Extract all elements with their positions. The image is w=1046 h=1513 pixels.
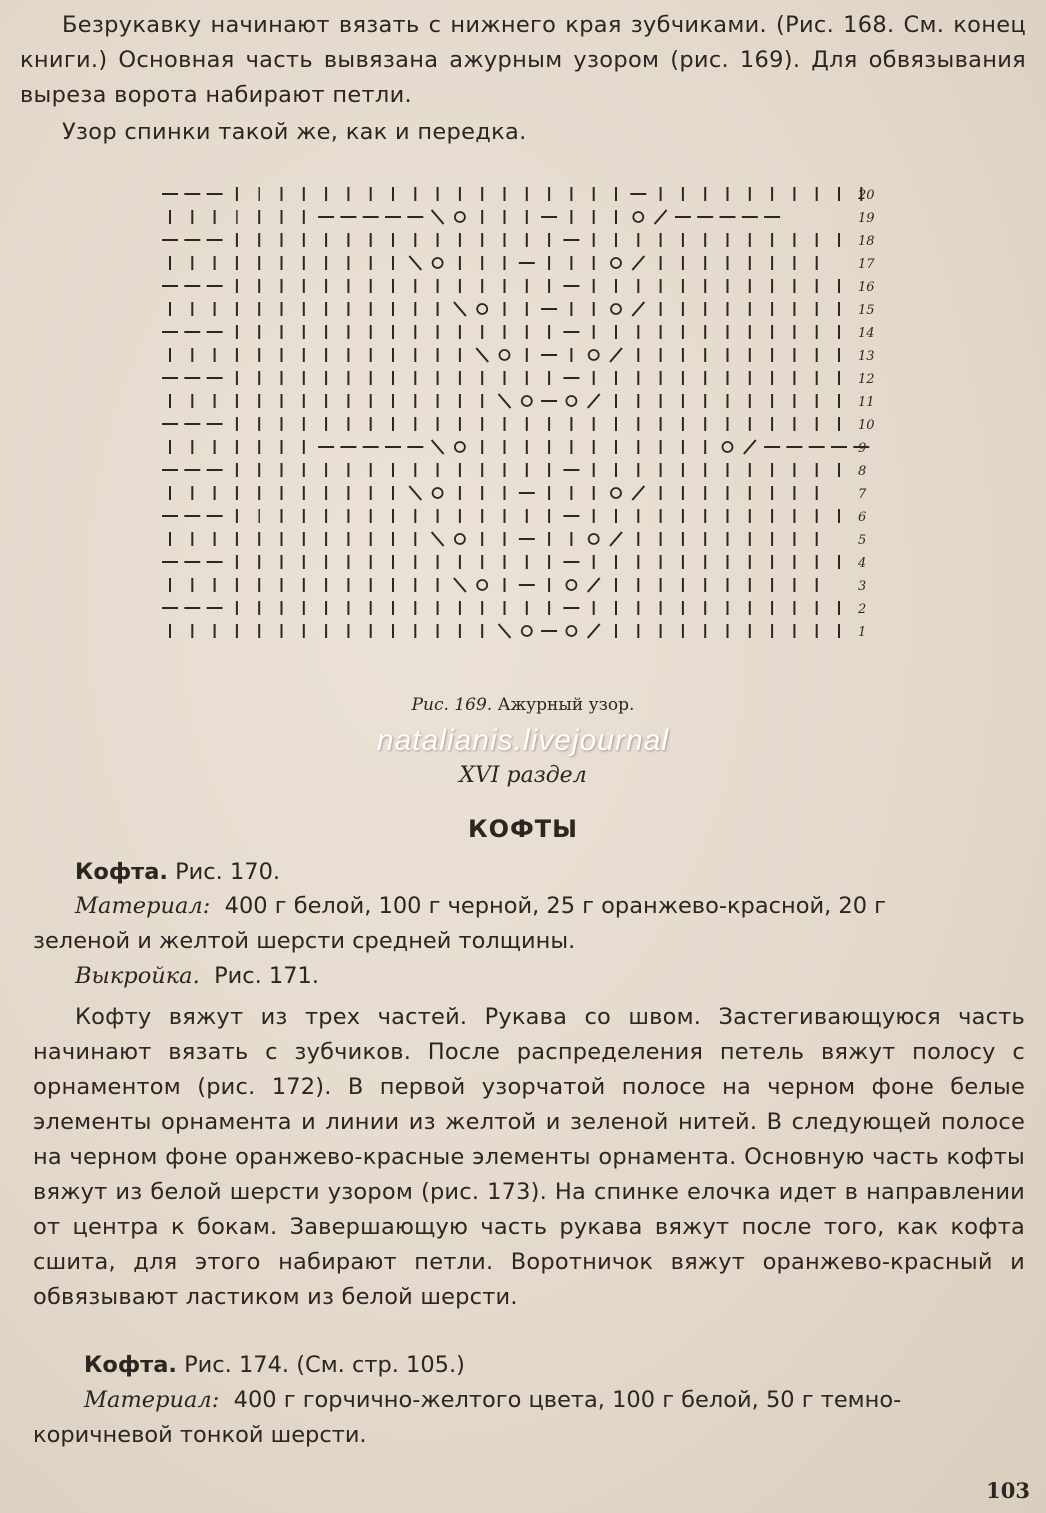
chart-row-label: 18 [858,234,875,249]
right-decrease-mark [655,210,667,224]
yarn-over-mark [477,304,487,314]
yarn-over-mark [611,258,621,268]
left-decrease-mark [499,624,511,638]
left-decrease-mark [454,578,466,592]
chart-row-label: 14 [858,326,875,341]
kofta1-pattern: Выкройка. Рис. 171. [75,963,320,989]
right-decrease-mark [588,624,600,638]
page-heading: КОФТЫ [467,815,579,843]
left-decrease-mark [432,532,444,546]
chart-row-label: 6 [858,510,867,525]
yarn-over-mark [433,488,443,498]
yarn-over-mark [566,626,576,636]
intro-paragraph-1: Безрукавку начинают вязать с нижнего края зубчиками. (Рис. 168. См. конец книги.) Основная часть вывязана ажурным узором (рис. 169). Для обвязывания выреза ворота набирают петли. [20,12,1026,108]
left-decrease-mark [432,440,444,454]
right-decrease-mark [610,532,622,546]
chart-row-label: 2 [858,602,867,617]
kofta1-title: Кофта. Рис. 170. [75,859,281,885]
chart-row-label: 17 [858,257,875,272]
chart-row [162,187,861,201]
yarn-over-mark [500,350,510,360]
yarn-over-mark [455,534,465,544]
chart-row-label: 9 [858,441,867,456]
yarn-over-mark [611,304,621,314]
chart-row [170,210,780,224]
yarn-over-mark [566,396,576,406]
left-decrease-mark [432,210,444,224]
left-decrease-mark [476,348,488,362]
chart-row [170,394,839,408]
right-decrease-mark [588,578,600,592]
chart-row [170,440,869,454]
yarn-over-mark [433,258,443,268]
yarn-over-mark [566,580,576,590]
chart-row [162,233,839,247]
yarn-over-mark [455,212,465,222]
right-decrease-mark [610,348,622,362]
chart-row-label: 16 [858,280,875,295]
yarn-over-mark [633,212,643,222]
right-decrease-mark [744,440,756,454]
chart-row-label: 4 [858,556,867,571]
chart-row-label: 8 [858,464,867,479]
right-decrease-mark [632,256,644,270]
chart-row [170,486,817,500]
chart-row-label: 20 [858,188,875,203]
yarn-over-mark [522,626,532,636]
kofta1-description: Кофту вяжут из трех частей. Рукава со швом. Застегивающуюся часть начинают вязать с зубчиков. После распределения петель вяжут полосу с орнаментом (рис. 172). В первой узорчатой полосе на черном фоне белые элементы орнамента и линии из желтой и зеленой нитей. В следующей полосе на черном фоне оранжево-красные элементы орнамента. Основную часть кофты вяжут из белой шерсти узором (рис. 173). На спинке елочка идет в направлении от центра к бокам. Завершающую часть рукава вяжут после того, как кофта сшита, для этого набирают петли. Воротничок вяжут оранжево-красный и обвязывают ластиком из белой шерсти. [33,1004,1025,1310]
chart-row [162,279,839,293]
chart-row [170,348,839,362]
figure-caption [0,695,1046,715]
watermark: natalianis.livejournal [376,724,670,757]
chart-row-label: 10 [858,418,875,433]
chart-row [170,624,839,638]
chart-row-label: 12 [858,372,875,387]
section-title: XVI раздел [459,763,587,788]
chart-row [162,601,839,615]
chart-row-label: 15 [858,303,875,318]
chart-row [170,532,817,546]
chart-row [162,325,839,339]
chart-row-label: 5 [858,533,867,548]
yarn-over-mark [723,442,733,452]
chart-row [162,417,839,431]
chart-row [170,302,839,316]
yarn-over-mark [611,488,621,498]
chart-row-label: 11 [858,395,875,410]
kofta2-title: Кофта. Рис. 174. (См. стр. 105.) [84,1352,465,1378]
chart-row [162,555,839,569]
right-decrease-mark [588,394,600,408]
intro-paragraph-2: Узор спинки такой же, как и передка. [62,119,527,145]
yarn-over-mark [589,534,599,544]
chart-row-label: 7 [858,487,867,502]
kofta1-material: Материал: 400 г белой, 100 г черной, 25 г оранжево-красной, 20 г [75,893,886,919]
yarn-over-mark [589,350,599,360]
yarn-over-mark [522,396,532,406]
right-decrease-mark [632,302,644,316]
kofta2-material-cont: коричневой тонкой шерсти. [33,1422,367,1448]
chart-row-label: 1 [858,625,867,640]
left-decrease-mark [454,302,466,316]
left-decrease-mark [409,256,421,270]
knitting-chart [160,180,900,660]
figure-caption-prefix: Рис. 169. [411,695,493,715]
chart-row-label: 19 [858,211,875,226]
yarn-over-mark [455,442,465,452]
chart-row [170,256,817,270]
page-number: 103 [986,1478,1030,1503]
chart-row-label: 13 [858,349,875,364]
left-decrease-mark [499,394,511,408]
chart-row [162,371,839,385]
chart-row [162,509,839,523]
right-decrease-mark [632,486,644,500]
chart-row-label: 3 [858,579,867,594]
kofta2-material: Материал: 400 г горчично-желтого цвета, 100 г белой, 50 г темно- [84,1387,902,1413]
chart-row [170,578,817,592]
chart-row [162,463,839,477]
left-decrease-mark [409,486,421,500]
kofta1-material-cont: зеленой и желтой шерсти средней толщины. [33,928,576,954]
yarn-over-mark [477,580,487,590]
figure-caption-text: Ажурный узор. [497,695,635,715]
